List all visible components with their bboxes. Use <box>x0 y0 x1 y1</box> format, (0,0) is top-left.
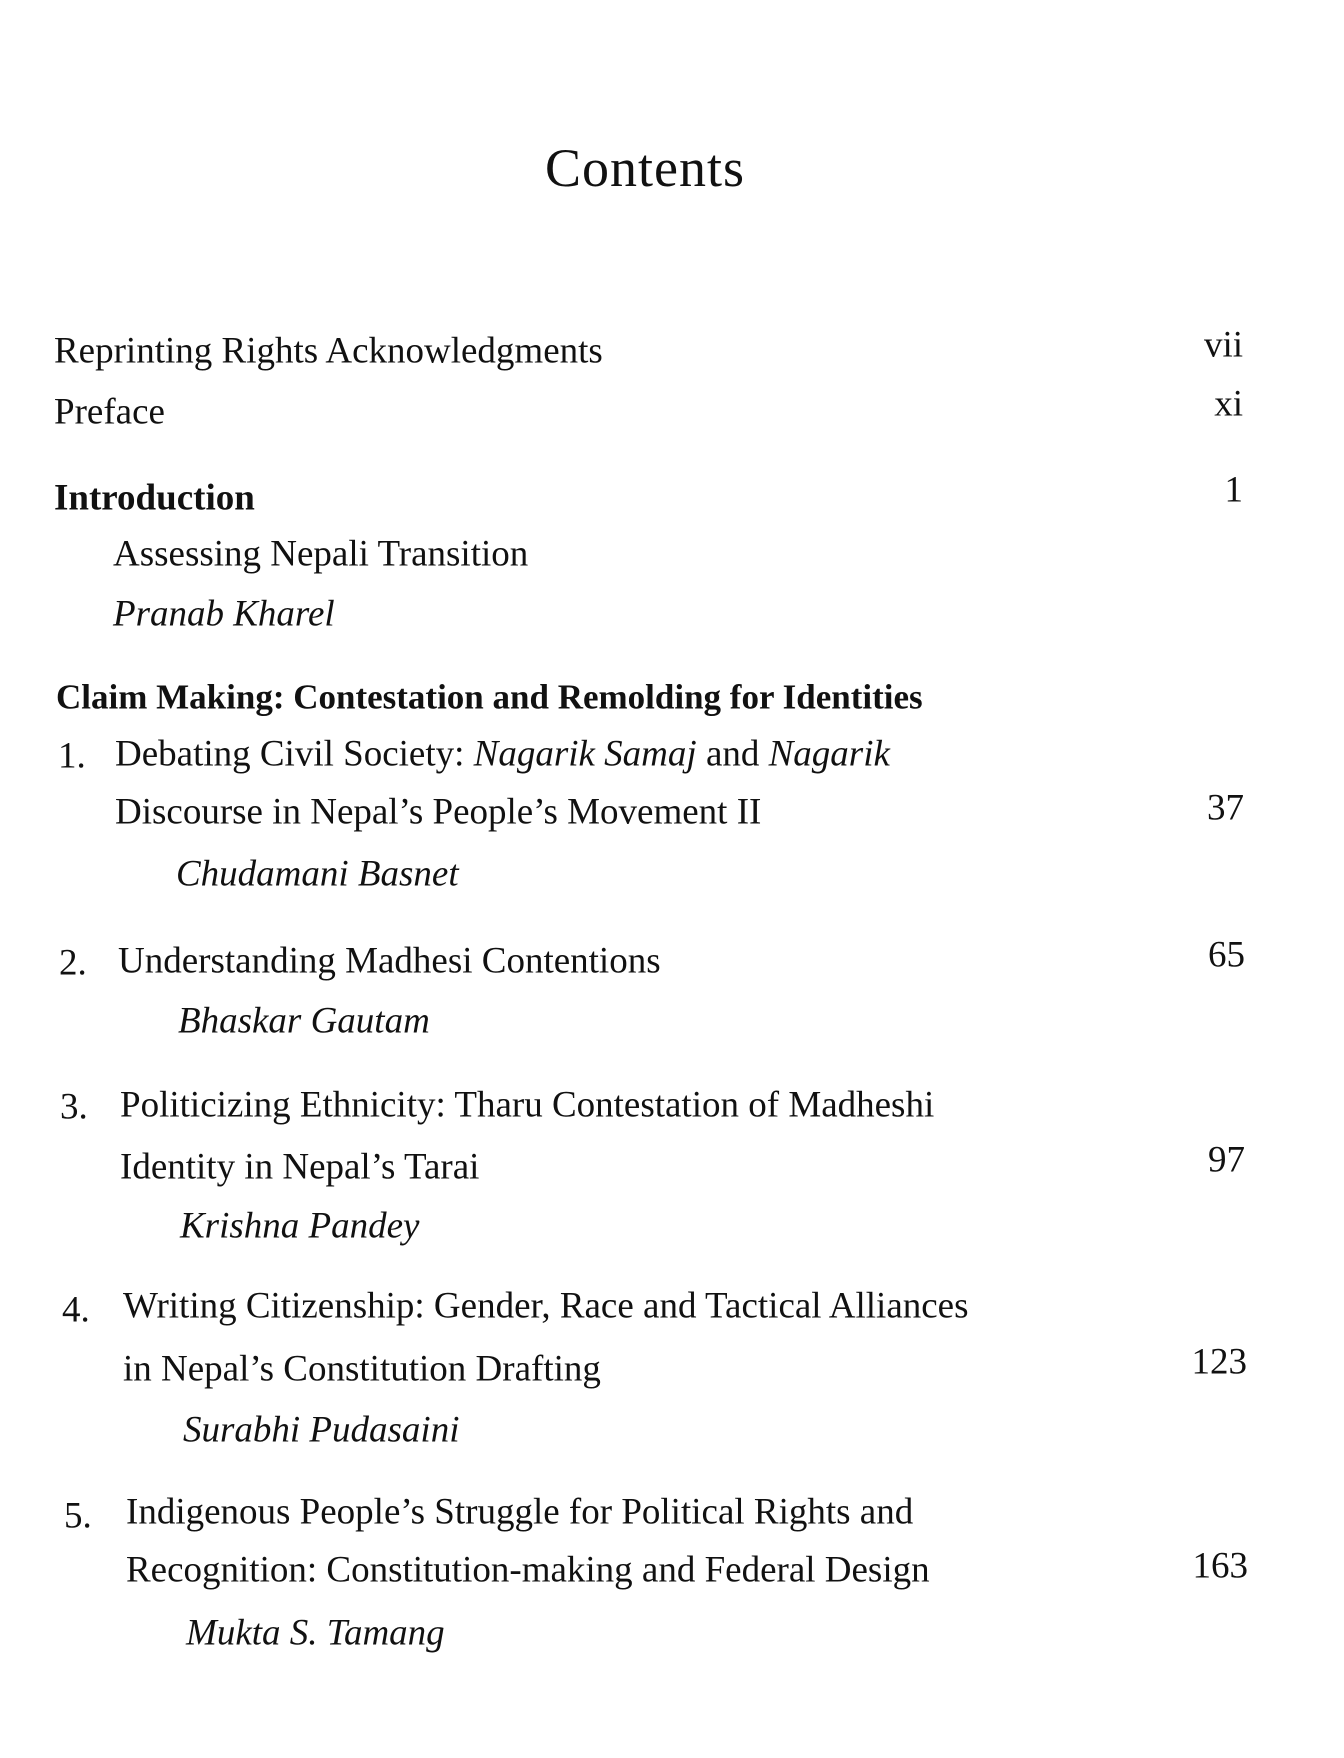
author: Pranab Kharel <box>113 593 335 635</box>
chapter-title-line2: Recognition: Constitution-making and Federal Design <box>126 1549 930 1591</box>
author: Krishna Pandey <box>180 1205 420 1247</box>
toc-entry-acknowledgments: Reprinting Rights Acknowledgments <box>54 330 603 372</box>
page-number: 65 <box>1208 934 1245 976</box>
author: Chudamani Basnet <box>176 853 459 895</box>
chapter-title: Understanding Madhesi Contentions <box>118 940 661 982</box>
page-number: 97 <box>1208 1139 1245 1181</box>
toc-entry-preface: Preface <box>54 391 165 433</box>
toc-entry-introduction: Introduction <box>54 477 255 519</box>
chapter-title-italic: Nagarik Samaj <box>473 733 697 775</box>
chapter-title: Writing Citizenship: Gender, Race and Tactical Alliances <box>123 1285 969 1327</box>
author: Mukta S. Tamang <box>186 1612 445 1654</box>
page-title: Contents <box>544 138 745 198</box>
chapter-title-part: and <box>696 733 769 775</box>
chapter-number: 1. <box>58 735 86 777</box>
chapter-title-part: Debating Civil Society: <box>115 733 474 775</box>
chapter-number: 5. <box>64 1495 92 1537</box>
chapter-title-italic: Nagarik <box>768 733 890 775</box>
introduction-subtitle: Assessing Nepali Transition <box>113 533 529 575</box>
chapter-number: 2. <box>59 942 87 984</box>
page-number: 163 <box>1192 1545 1248 1587</box>
chapter-title-line2: in Nepal’s Constitution Drafting <box>123 1348 601 1390</box>
part-heading: Claim Making: Contestation and Remolding for Identities <box>56 677 923 717</box>
page-number: 1 <box>1224 469 1243 511</box>
author: Bhaskar Gautam <box>178 1000 430 1042</box>
chapter-number: 4. <box>62 1289 90 1331</box>
chapter-title: Indigenous People’s Struggle for Political Rights and <box>126 1491 914 1533</box>
chapter-title-line2: Discourse in Nepal’s People’s Movement II <box>115 791 762 833</box>
chapter-title-line2: Identity in Nepal’s Tarai <box>120 1146 480 1188</box>
chapter-title <box>115 733 890 775</box>
page-number: xi <box>1214 383 1243 425</box>
author: Surabhi Pudasaini <box>183 1409 460 1451</box>
chapter-number: 3. <box>60 1086 88 1128</box>
page-number: 37 <box>1207 787 1244 829</box>
page-number: vii <box>1203 324 1243 366</box>
chapter-title: Politicizing Ethnicity: Tharu Contestation of Madheshi <box>120 1084 935 1126</box>
page-number: 123 <box>1191 1341 1247 1383</box>
